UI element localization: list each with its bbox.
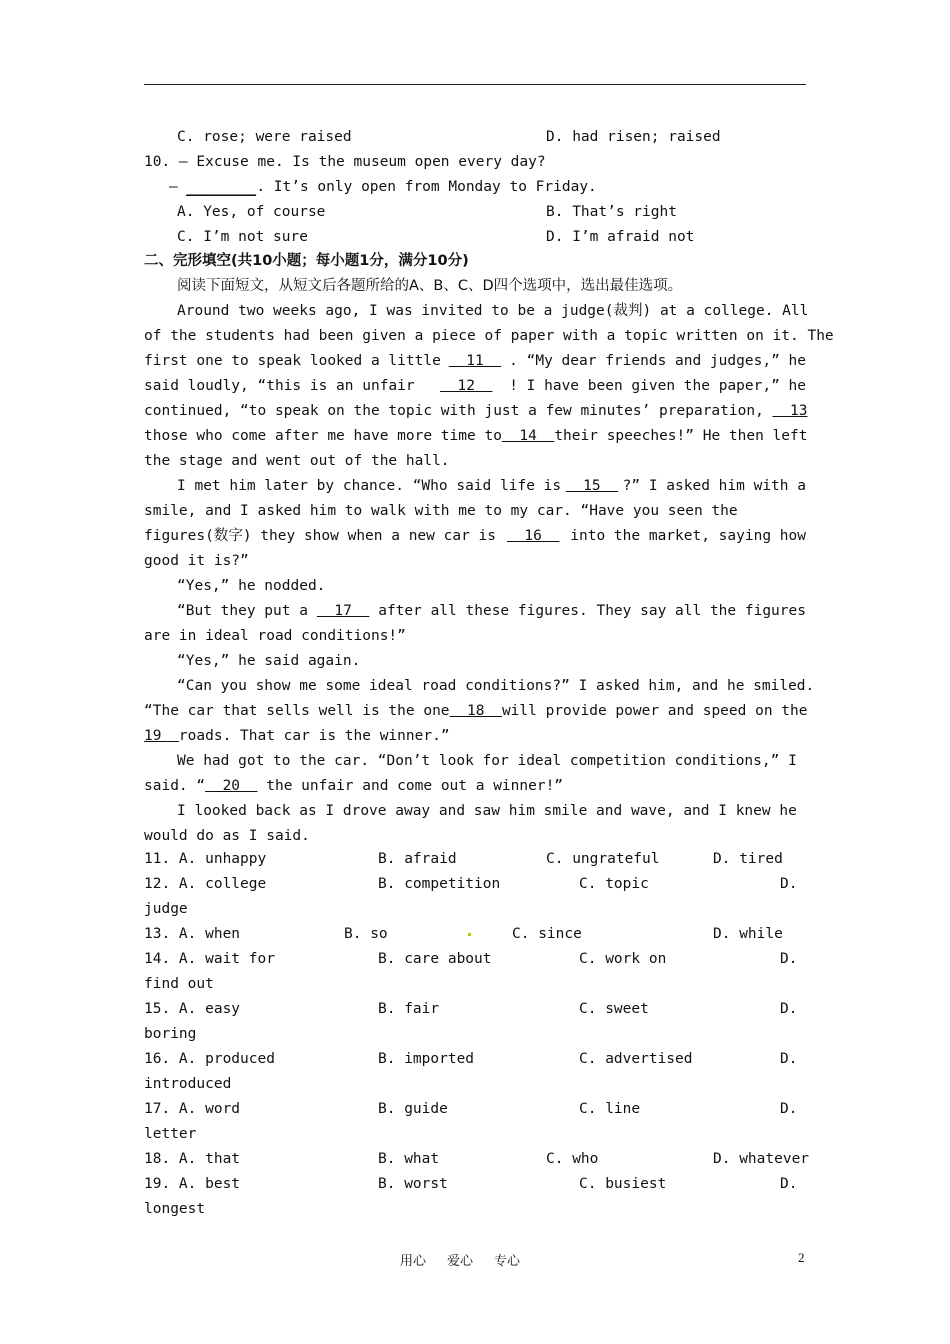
q10-option-d: D. I’m afraid not	[546, 229, 695, 245]
passage-line: said. “ 20 the unfair and come out a winner!”	[144, 778, 564, 794]
q10-blank: ________	[186, 179, 257, 195]
option-d: D.	[780, 1101, 798, 1117]
option-number-a: 13. A. when	[144, 926, 241, 942]
option-d: D. tired	[713, 851, 783, 867]
passage-line: those who come after me have more time to 14 their speeches!” He then left	[144, 428, 808, 444]
option-c: C. busiest	[579, 1176, 667, 1192]
passage-line: “Can you show me some ideal road conditions?” I asked him, and he smiled.	[177, 678, 815, 694]
passage-line: 19 roads. That car is the winner.”	[144, 728, 450, 744]
passage-line: We had got to the car. “Don’t look for ideal competition conditions,” I	[177, 753, 797, 769]
option-number-a: 18. A. that	[144, 1151, 241, 1167]
option-number-a: 12. A. college	[144, 876, 267, 892]
option-b: B. afraid	[378, 851, 457, 867]
q10-reply-prefix: —	[169, 179, 187, 195]
q9-option-c: C. rose; were raised	[177, 129, 352, 145]
option-d: D.	[780, 876, 798, 892]
option-d: D.	[780, 1176, 798, 1192]
option-b: B. guide	[378, 1101, 448, 1117]
blank-16: 16	[506, 528, 560, 544]
option-b: B. worst	[378, 1176, 448, 1192]
blank-11: 11	[448, 353, 502, 369]
option-b: B. competition	[378, 876, 501, 892]
option-b: B. what	[378, 1151, 440, 1167]
option-b: B. fair	[378, 1001, 440, 1017]
q9-option-d: D. had risen; raised	[546, 129, 721, 145]
passage-line: smile, and I asked him to walk with me to my car. “Have you seen the	[144, 503, 738, 519]
option-c: C. topic	[579, 876, 649, 892]
blank-13: 13	[772, 403, 808, 419]
passage-line: “The car that sells well is the one 18 will provide power and speed on the	[144, 703, 808, 719]
option-d: D. while	[713, 926, 783, 942]
passage-line: would do as I said.	[144, 828, 310, 844]
footer-left: 用心	[400, 1254, 427, 1269]
option-c: C. line	[579, 1101, 641, 1117]
option-number-a: 16. A. produced	[144, 1051, 275, 1067]
passage-line: “Yes,” he said again.	[177, 653, 361, 669]
q10-reply-rest: . It’s only open from Monday to Friday.	[256, 179, 597, 195]
blank-19: 19	[144, 728, 179, 744]
option-d-wrap: boring	[144, 1026, 197, 1042]
footer-middle: 爱心	[447, 1254, 474, 1269]
q10-option-b: B. That’s right	[546, 204, 677, 220]
option-d-wrap: find out	[144, 976, 214, 992]
blank-15: 15	[565, 478, 619, 494]
option-b: B. care about	[378, 951, 492, 967]
passage-line: I looked back as I drove away and saw him smile and wave, and I knew he	[177, 803, 797, 819]
passage-line: “Yes,” he nodded.	[177, 578, 326, 594]
option-c: C. sweet	[579, 1001, 649, 1017]
option-c: C. who	[546, 1151, 599, 1167]
passage-line: Around two weeks ago, I was invited to be a judge(裁判) at a college. All	[177, 303, 809, 319]
passage-line: said loudly, “this is an unfair 12 ! I have been given the paper,” he	[144, 378, 806, 394]
option-c: C. advertised	[579, 1051, 693, 1067]
passage-line: continued, “to speak on the topic with just a few minutes’ preparation, 13	[144, 403, 808, 419]
passage-line: are in ideal road conditions!”	[144, 628, 406, 644]
blank-12: 12	[440, 378, 493, 394]
q10-option-a: A. Yes, of course	[177, 204, 326, 220]
option-d-wrap: judge	[144, 901, 188, 917]
header-rule	[144, 84, 806, 85]
passage-line: first one to speak looked a little 11 . “My dear friends and judges,” he	[144, 353, 806, 369]
section-heading: 二、完形填空(共10小题；每小题1分，满分10分)	[144, 253, 469, 269]
option-b: B. so	[344, 926, 388, 942]
section-instruction: 阅读下面短文，从短文后各题所给的A、B、C、D四个选项中，选出最佳选项。	[177, 278, 683, 294]
option-d: D. whatever	[713, 1151, 810, 1167]
blank-14: 14	[501, 428, 555, 444]
passage-line: the stage and went out of the hall.	[144, 453, 450, 469]
option-number-a: 11. A. unhappy	[144, 851, 267, 867]
option-d-wrap: longest	[144, 1201, 206, 1217]
passage-line: “But they put a 17 after all these figures. They say all the figures	[177, 603, 806, 619]
passage-line: good it is?”	[144, 553, 249, 569]
option-c: C. work on	[579, 951, 667, 967]
option-d: D.	[780, 1001, 798, 1017]
passage-line: of the students had been given a piece of paper with a topic written on it. The	[144, 328, 834, 344]
decorative-dot	[468, 933, 471, 936]
passage-line: figures(数字) they show when a new car is 16 into the market, saying how	[144, 528, 806, 544]
footer-right: 专心	[494, 1254, 521, 1269]
option-number-a: 19. A. best	[144, 1176, 241, 1192]
option-number-a: 14. A. wait for	[144, 951, 275, 967]
blank-17: 17	[316, 603, 370, 619]
option-number-a: 15. A. easy	[144, 1001, 241, 1017]
page-number: 2	[798, 1250, 805, 1265]
option-b: B. imported	[378, 1051, 475, 1067]
blank-18: 18	[449, 703, 502, 719]
option-d-wrap: introduced	[144, 1076, 232, 1092]
option-c: C. since	[512, 926, 582, 942]
passage-line: I met him later by chance. “Who said life is 15 ?” I asked him with a	[177, 478, 806, 494]
blank-20: 20	[205, 778, 258, 794]
q10-reply	[169, 177, 597, 197]
option-d: D.	[780, 1051, 798, 1067]
q10-stem: 10. — Excuse me. Is the museum open every day?	[144, 154, 546, 170]
option-number-a: 17. A. word	[144, 1101, 241, 1117]
option-d: D.	[780, 951, 798, 967]
q10-option-c: C. I’m not sure	[177, 229, 308, 245]
option-d-wrap: letter	[144, 1126, 197, 1142]
option-c: C. ungrateful	[546, 851, 660, 867]
